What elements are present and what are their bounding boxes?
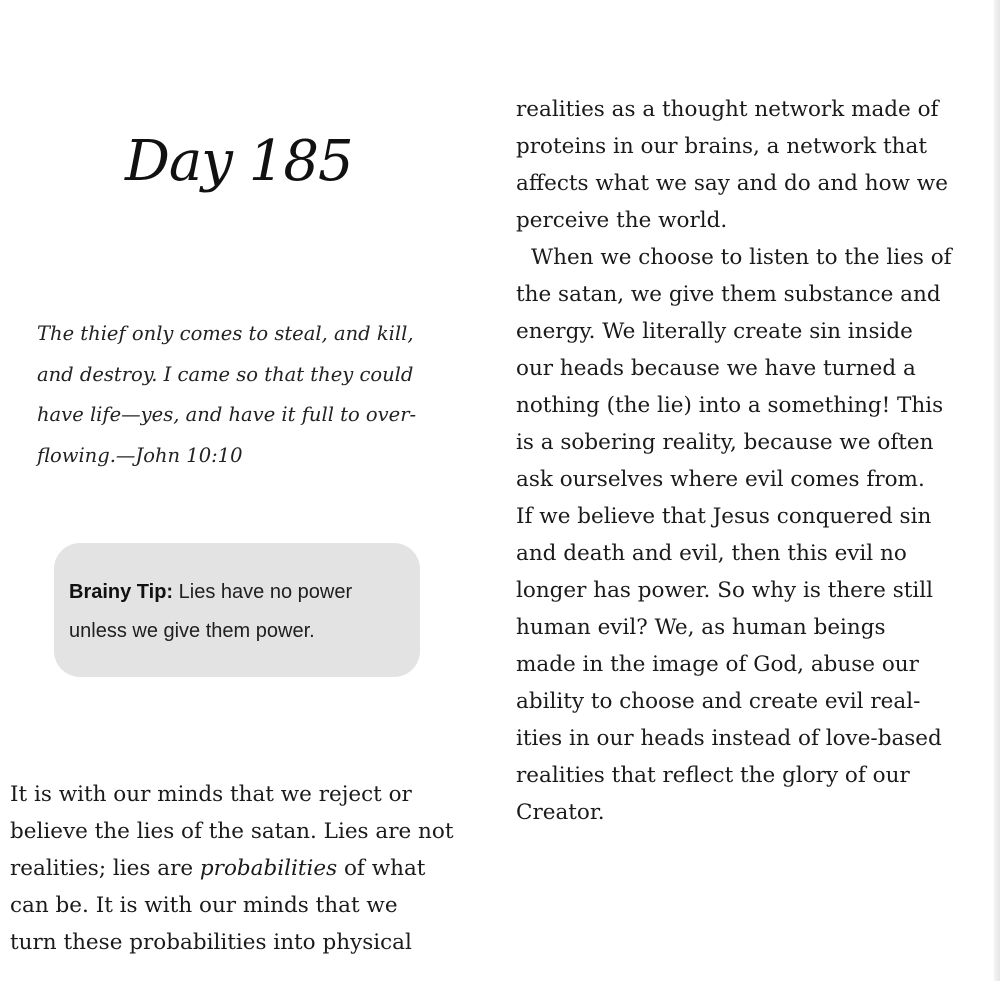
scripture-line: flowing.—John 10:10 bbox=[37, 443, 243, 467]
tip-text: unless we give them power. bbox=[69, 620, 315, 642]
body-line: is a sobering reality, because we often bbox=[516, 430, 934, 455]
body-line: perceive the world. bbox=[516, 208, 728, 233]
body-text-right-column bbox=[516, 91, 952, 831]
scripture-line: The thief only comes to steal, and kill, bbox=[37, 322, 414, 345]
body-line: realities that reflect the glory of our bbox=[516, 763, 910, 788]
tip-label: Brainy Tip: bbox=[69, 581, 174, 603]
body-line: believe the lies of the satan. Lies are not bbox=[10, 819, 454, 844]
body-line: longer has power. So why is there still bbox=[516, 578, 934, 603]
brainy-tip-box bbox=[54, 543, 420, 677]
body-line: ability to choose and create evil real- bbox=[516, 689, 921, 714]
body-text-fragment: realities; lies are bbox=[10, 856, 200, 881]
body-line: When we choose to listen to the lies of bbox=[531, 245, 952, 270]
body-line: Creator. bbox=[516, 800, 605, 825]
body-line: ask ourselves where evil comes from. bbox=[516, 467, 925, 492]
body-line: the satan, we give them substance and bbox=[516, 282, 941, 307]
scripture-line: have life—yes, and have it full to over- bbox=[37, 403, 417, 426]
page-edge bbox=[994, 0, 1000, 981]
body-line: ities in our heads instead of love-based bbox=[516, 726, 942, 751]
body-line: affects what we say and do and how we bbox=[516, 171, 948, 196]
body-line bbox=[10, 850, 454, 887]
scripture-line: and destroy. I came so that they could bbox=[37, 362, 414, 386]
body-line: made in the image of God, abuse our bbox=[516, 652, 919, 677]
body-text-fragment: of what bbox=[337, 856, 426, 881]
tip-line bbox=[69, 573, 406, 612]
body-line: If we believe that Jesus conquered sin bbox=[516, 504, 932, 529]
body-line: human evil? We, as human beings bbox=[516, 615, 886, 640]
body-line: our heads because we have turned a bbox=[516, 356, 916, 381]
body-line: energy. We literally create sin inside bbox=[516, 319, 913, 344]
emphasis-text: probabilities bbox=[199, 856, 338, 881]
body-line: can be. It is with our minds that we bbox=[10, 893, 398, 918]
body-line: and death and evil, then this evil no bbox=[516, 541, 907, 566]
body-line: turn these probabilities into physical bbox=[10, 930, 412, 955]
scripture-quote bbox=[37, 314, 457, 476]
body-line: It is with our minds that we reject or bbox=[10, 782, 412, 807]
body-text-left-column bbox=[10, 776, 454, 961]
body-line: proteins in our brains, a network that bbox=[516, 134, 927, 159]
body-line: nothing (the lie) into a something! This bbox=[516, 393, 944, 418]
body-line: realities as a thought network made of bbox=[516, 97, 939, 122]
page-title: Day 185 bbox=[125, 129, 353, 194]
tip-text: Lies have no power bbox=[173, 581, 353, 603]
